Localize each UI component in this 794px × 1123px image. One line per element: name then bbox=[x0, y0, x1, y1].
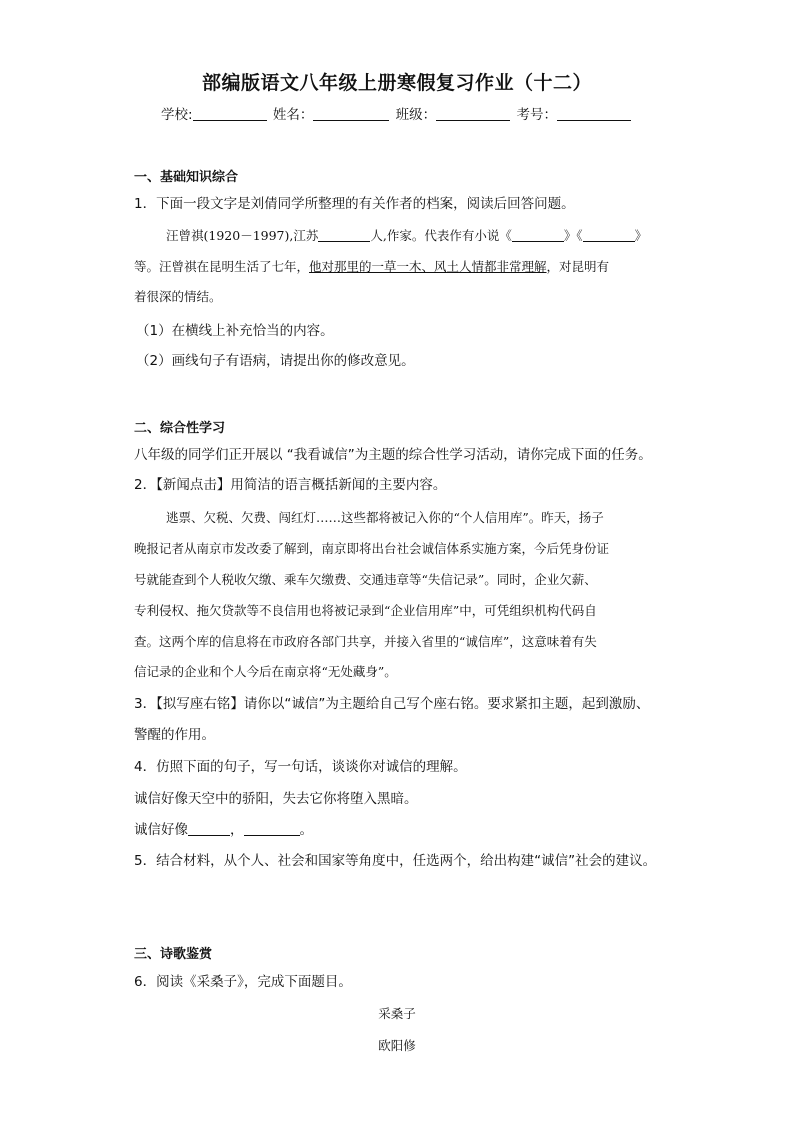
section-heading-basic: 一、基础知识综合 bbox=[134, 170, 239, 185]
news-line: 信记录的企业和个人今后在南京将“无处藏身”。 bbox=[134, 664, 397, 679]
student-info-row bbox=[0, 103, 794, 123]
name-blank[interactable] bbox=[313, 106, 389, 121]
question-4-example: 诚信好像天空中的骄阳，失去它你将堕入黑暗。 bbox=[134, 791, 418, 807]
question-4-fill: 诚信好像 ， 。 bbox=[134, 822, 313, 838]
passage-line-3: 着很深的情结。 bbox=[134, 289, 222, 304]
question-2: 2．【新闻点击】用简洁的语言概括新闻的主要内容。 bbox=[134, 477, 447, 493]
fill-blank-1[interactable] bbox=[188, 823, 230, 836]
news-line: 晚报记者从南京市发改委了解到，南京即将出台社会诚信体系实施方案，今后凭身份证 bbox=[134, 541, 610, 556]
name-label: 姓名： bbox=[272, 107, 314, 123]
sub-question-2: （2）画线句子有语病，请提出你的修改意见。 bbox=[136, 353, 415, 369]
school-label: 学校: bbox=[161, 107, 193, 123]
news-line: 专利侵权、拖欠贷款等不良信用也将被记录到“企业信用库”中，可凭组织机构代码自 bbox=[134, 603, 597, 618]
school-blank[interactable] bbox=[193, 106, 267, 121]
poem-title: 采桑子 bbox=[378, 1006, 416, 1021]
poem-author: 欧阳修 bbox=[378, 1038, 416, 1053]
exam-number-blank[interactable] bbox=[557, 106, 631, 121]
question-3-line-1: 3．【拟写座右铭】请你以“诚信”为主题给自己写个座右铭。要求紧扣主题，起到激励、 bbox=[134, 696, 650, 712]
section-heading-comprehensive: 二、综合性学习 bbox=[134, 421, 226, 436]
question-1: 1．下面一段文字是刘倩同学所整理的有关作者的档案，阅读后回答问题。 bbox=[134, 196, 575, 212]
novel-blank-2[interactable] bbox=[583, 229, 635, 242]
section-heading-poetry: 三、诗歌鉴赏 bbox=[134, 947, 213, 962]
hometown-blank[interactable] bbox=[318, 229, 370, 242]
page-title: 部编版语文八年级上册寒假复习作业（十二） bbox=[201, 72, 592, 94]
news-line: 号就能查到个人税收欠缴、乘车欠缴费、交通违章等“失信记录”。同时，企业欠薪、 bbox=[134, 572, 597, 587]
novel-blank-1[interactable] bbox=[512, 229, 564, 242]
activity-intro: 八年级的同学们正开展以 “我看诚信”为主题的综合性学习活动，请你完成下面的任务。 bbox=[134, 447, 652, 463]
class-blank[interactable] bbox=[436, 106, 510, 121]
class-label: 班级： bbox=[395, 107, 437, 123]
question-3-line-2: 警醒的作用。 bbox=[134, 727, 215, 743]
sub-question-1: （1）在横线上补充恰当的内容。 bbox=[136, 323, 334, 339]
question-4: 4．仿照下面的句子，写一句话，谈谈你对诚信的理解。 bbox=[134, 759, 467, 775]
question-5: 5．结合材料，从个人、社会和国家等角度中，任选两个，给出构建“诚信”社会的建议。 bbox=[134, 853, 657, 869]
news-line: 逃票、欠税、欠费、闯红灯……这些都将被记入你的“个人信用库”。昨天，扬子 bbox=[166, 510, 604, 525]
passage-line-1: 汪曾祺(1920－1997),江苏 人,作家。代表作有小说《 》《 》 bbox=[166, 228, 648, 243]
question-6: 6．阅读《采桑子》，完成下面题目。 bbox=[134, 974, 352, 990]
exam-number-label: 考号： bbox=[516, 107, 557, 123]
passage-line-2: 等。汪曾祺在昆明生活了七年，他对那里的一草一木、风土人情都非常理解，对昆明有 bbox=[134, 259, 610, 274]
underlined-sentence: 他对那里的一草一木、风土人情都非常理解 bbox=[309, 259, 547, 274]
news-line: 查。这两个库的信息将在市政府各部门共享，并接入省里的“诚信库”，这意味着有失 bbox=[134, 634, 597, 649]
fill-blank-2[interactable] bbox=[244, 823, 300, 836]
